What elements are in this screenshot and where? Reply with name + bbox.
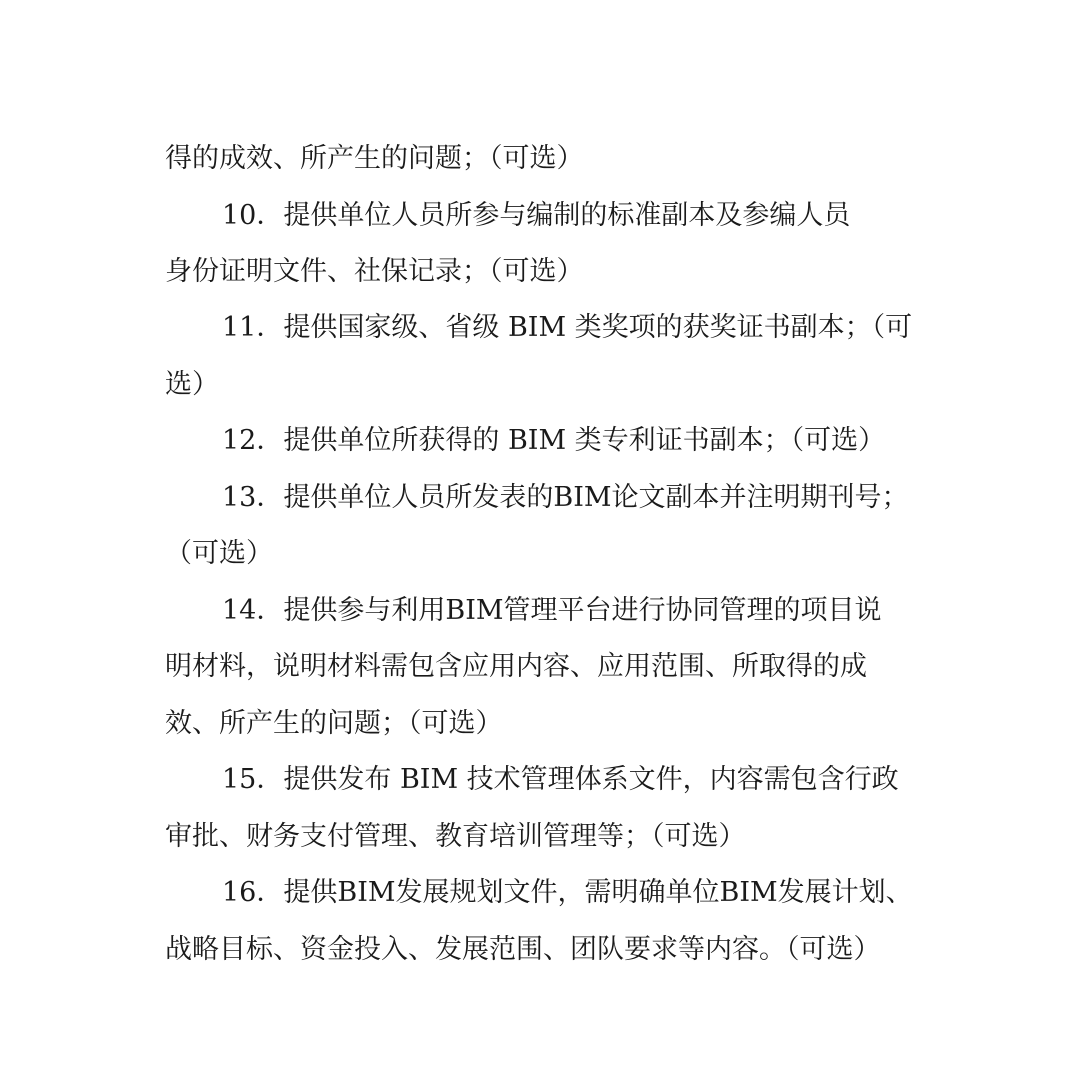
paragraph-line: 11．提供国家级、省级 BIM 类奖项的获奖证书副本；（可 (222, 312, 913, 343)
paragraph-line: 13．提供单位人员所发表的BIM论文副本并注明期刊号； (222, 482, 909, 513)
paragraph-line: （可选） (165, 538, 273, 569)
paragraph-line: 效、所产生的问题；（可选） (165, 708, 503, 739)
paragraph-line: 选） (165, 369, 219, 400)
paragraph-line: 得的成效、所产生的问题；（可选） (165, 143, 584, 174)
paragraph-line: 16．提供BIM发展规划文件，需明确单位BIM发展计划、 (222, 877, 913, 908)
paragraph-line: 战略目标、资金投入、发展范围、团队要求等内容。（可选） (165, 934, 881, 965)
paragraph-line: 10．提供单位人员所参与编制的标准副本及参编人员 (222, 200, 851, 231)
paragraph-line: 12．提供单位所获得的 BIM 类专利证书副本；（可选） (222, 425, 886, 456)
paragraph-line: 15．提供发布 BIM 技术管理体系文件，内容需包含行政 (222, 764, 899, 795)
paragraph-line: 14．提供参与利用BIM管理平台进行协同管理的项目说 (222, 595, 882, 626)
paragraph-line: 明材料，说明材料需包含应用内容、应用范围、所取得的成 (165, 651, 867, 682)
paragraph-line: 身份证明文件、社保记录；（可选） (165, 256, 584, 287)
paragraph-line: 审批、财务支付管理、教育培训管理等；（可选） (165, 821, 746, 852)
